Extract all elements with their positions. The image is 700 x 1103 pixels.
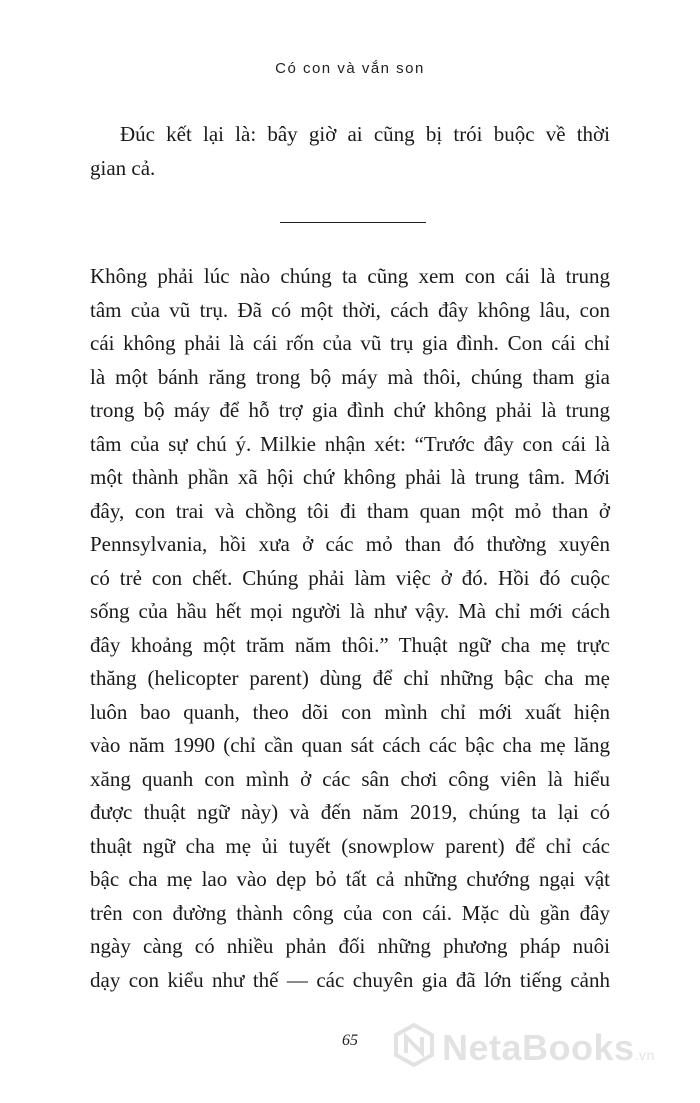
watermark-text — [442, 1027, 655, 1069]
text-line: Không phải lúc nào chúng ta cũng xem con cái là trung — [90, 264, 610, 288]
text-line: đây khoảng một trăm năm thôi.” Thuật ngữ cha mẹ trực — [90, 632, 610, 657]
text-line: luôn bao quanh, theo dõi con mình chỉ mới xuất hiện — [90, 699, 610, 724]
text-line: là một bánh răng trong bộ máy mà thôi, chúng tham gia — [90, 364, 610, 389]
section-divider — [280, 222, 426, 223]
watermark — [392, 1023, 655, 1072]
text-line: dạy con kiểu như thế — các chuyên gia đã lớn tiếng cảnh — [90, 967, 610, 992]
text-line: sống của hầu hết mọi người là như vậy. Mà chỉ mới cách — [90, 599, 610, 623]
text-line: Đúc kết lại là: bây giờ ai cũng bị trói buộc về thời — [120, 122, 610, 146]
text-line: gian cả. — [90, 155, 156, 180]
text-line: thuật ngữ cha mẹ ủi tuyết (snowplow parent) để chỉ các — [90, 833, 610, 858]
watermark-brand: NetaBooks — [442, 1026, 635, 1068]
page-number: 65 — [342, 1032, 358, 1049]
paragraph-2 — [90, 260, 610, 997]
text-line: Pennsylvania, hồi xưa ở các mỏ than đó thường xuyên — [90, 532, 610, 556]
netabooks-logo-icon — [392, 1023, 436, 1072]
text-line: được thuật ngữ này) và đến năm 2019, chúng ta lại có — [90, 800, 610, 824]
watermark-suffix: .vn — [634, 1046, 655, 1063]
text-line: tâm của sự chú ý. Milkie nhận xét: “Trước đây con cái là — [90, 431, 610, 456]
text-line: trong bộ máy để hỗ trợ gia đình chứ không phải là trung — [90, 398, 610, 422]
text-line: đây, con trai và chồng tôi đi tham quan một mỏ than ở — [90, 498, 610, 523]
text-line: trên con đường thành công của con cái. Mặc dù gần đây — [90, 900, 610, 925]
text-line: bậc cha mẹ lao vào dẹp bỏ tất cả những chướng ngại vật — [90, 867, 610, 891]
text-line: ngày càng có nhiều phản đối những phương pháp nuôi — [90, 934, 610, 958]
text-line: thăng (helicopter parent) dùng để chỉ những bậc cha mẹ — [90, 666, 610, 690]
paragraph-1 — [90, 118, 610, 185]
text-line: có trẻ con chết. Chúng phải làm việc ở đó. Hồi đó cuộc — [90, 565, 610, 590]
running-header: Có con và vắn son — [275, 60, 425, 77]
text-line: vào năm 1990 (chỉ cần quan sát cách các bậc cha mẹ lăng — [90, 733, 610, 757]
text-line: một thành phần xã hội chứ không phải là trung tâm. Mới — [90, 465, 610, 489]
text-line: tâm của vũ trụ. Đã có một thời, cách đây không lâu, con — [90, 297, 610, 322]
text-line: cái không phải là cái rốn của vũ trụ gia đình. Con cái chỉ — [90, 331, 610, 355]
text-line: xăng quanh con mình ở các sân chơi công viên là hiểu — [90, 766, 610, 791]
